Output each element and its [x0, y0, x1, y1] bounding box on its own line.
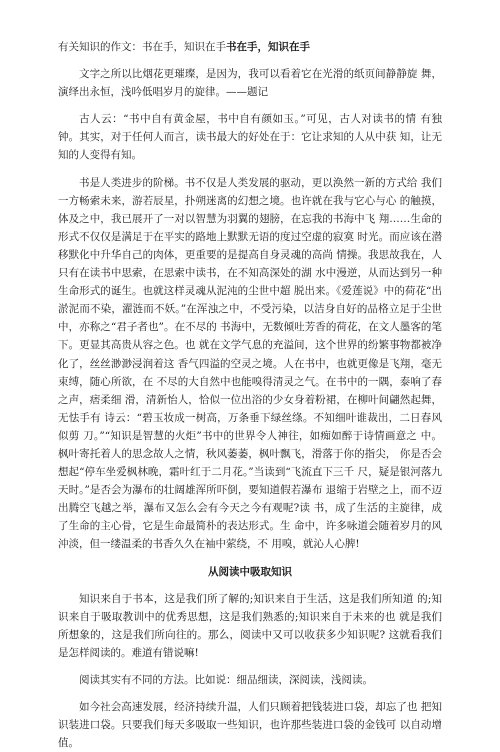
title-bold: 书在手，知识在手 [226, 41, 310, 53]
knowledge-paragraph: 知识来自于书本，这是我们所了解的;知识来自于生活，这是我们所知道 的;知识来自于吸取教训中的优秀思想，这是我们熟悉的;知识来自于未来的也 就是我们所想象的，这是我们所向往的。那么，阅读中又可以收获多少知识呢? 这就看我们是怎样阅读的。难道有错说嘛! [58, 592, 442, 659]
main-paragraph: 书是人类进步的阶梯。书不仅是人类发展的驱动，更以涣然一新的方式给 我们一方畅索未来，游若辰星，扑朔迷离的幻想之境。也许就在我与它心与心 的触摸，体及之中，我已展开了一对以智慧为羽翼的翅膀，在忘我的书海中飞 翔……生命的形式不仅仅是满足于在平实的路地上默默无语的度过空虚的寂寞 时光。而应该在潜移默化中升华自己的肉体，更重要的是提高自身灵魂的高尚 情操。我思故我在，人只有在读书中思索，在思索中读书，在不知高深处的湖 水中漫逆，从而达到另一种生命形式的诞生。也就这样灵魂从泥沌的尘世中超 脱出来。《爱莲说》中的荷花“出淤泥而不染，濯涟而不妖。”在浑浊之中，不受污染，以洁身自好的品格立足于尘世中，亦称之“君子者也”。在不尽的 书海中，无数倾吐芳香的荷花，在文人墨客的笔下。更显其高贵从容之色。也 就在文学气息的充溢间，这个世界的纷繁事物都被净化了，丝丝渺渺浸润着这 香气四溢的空灵之境。人在书中，也就更像是飞翔，毫无束缚，随心所欲，在 不尽的大自然中也能嗅得清灵之气。在书中的一隅，泰响了春之声，痞柔细 滑，清新怡人，恰似一位出浴的少女身着粉裙，在柳叶间翩然起舞，无怯手有 诗云：“碧玉妆成一树高，万条垂下绿丝绦。不知细叶谁裁出，二日春风似剪 刀。”“知识是智慧的火炬”书中的世界令人神往，如痴如醉于诗情画意之 中。枫叶寄托着人的思念故人之情，秋风萎萎，枫叶飘飞，滑落于你的指尖， 你是否会想起“停车坐爱枫林晚，霜叶红于二月花。”当读到“飞流直下三千 尺，疑是银河落九天时。”是否会为瀑布的壮阔雄浑所吓倒，要知道假若瀑布 退缩于岩壁之上，而不迈出腾空飞越之举，瀑布又怎么会有今天之今有观呢?读 书，成了生活的主旋律，成了生命的主心骨，它是生命最简朴的表达形式。生 命中，许多咏道会随着岁月的风沖淡，但一缕温柔的书香久久在袖中萦绕，不 用嗅，就沁人心脾! [58, 176, 442, 551]
intro-paragraph: 古人云：“书中自有黄金屋，书中自有颜如玉。”可见，古人对读书的情 有独钟。其实，对于任何人而言，读书最大的好处在于：它让求知的人从中获 知，让无知的人变得有知。 [58, 113, 442, 162]
title-line [58, 38, 442, 56]
epigraph-paragraph: 文字之所以比烟花更璀璨，是因为，我可以看着它在光滑的纸页间静静旋 舞，演绎出永恒，浅吟低唱岁月的旋律。——题记 [58, 68, 442, 99]
title-prefix: 有关知识的作文：书在手，知识在手 [58, 41, 226, 53]
section-heading: 从阅读中吸取知识 [208, 565, 292, 578]
methods-paragraph: 阅读其实有不同的方法。比如说：细品细读，深阅读，浅阅读。 [79, 673, 373, 686]
society-paragraph: 如今社会高速发展，经济持续升温，人们只顾着把钱装进口袋，却忘了也 把知识装进口袋。只要我们每天多吸取一些知识，也许那些装进口袋的金钱可 以自动增值。 [58, 701, 442, 750]
